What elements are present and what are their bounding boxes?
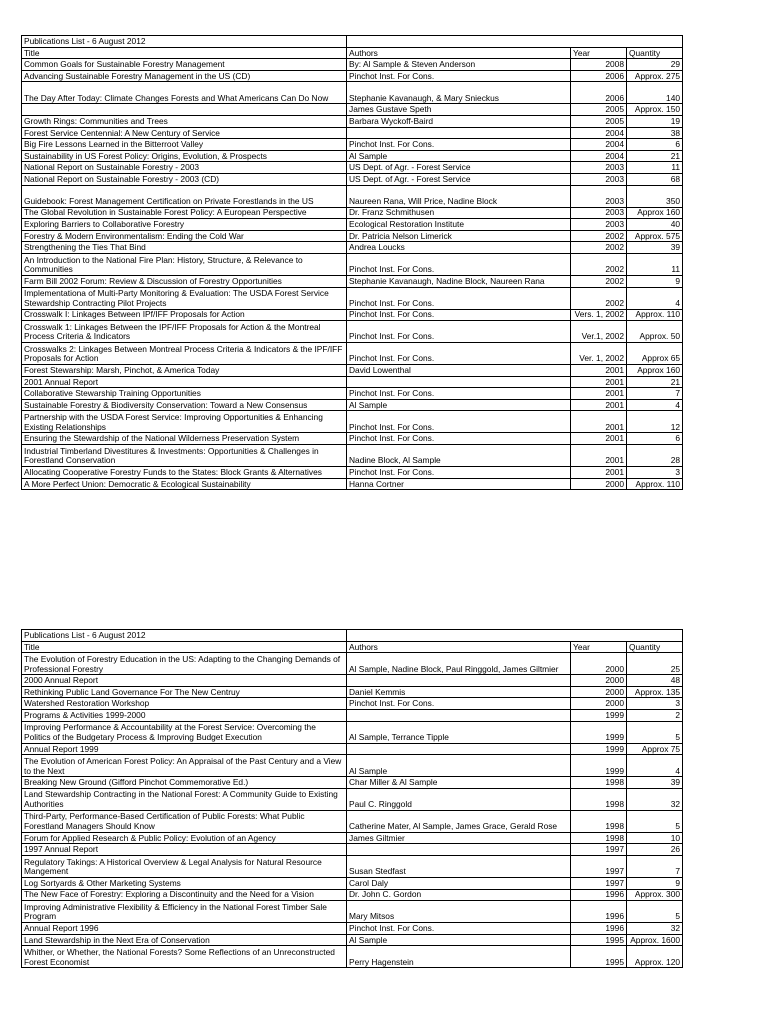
cell-authors: Dr. Franz Schmithusen [347,207,571,219]
cell-quantity: 4 [627,755,683,777]
cell-authors: James Giltmier [347,832,571,844]
cell-quantity: Approx. 110 [627,478,683,490]
cell-quantity: 140 [627,82,683,104]
table-row [22,139,683,151]
cell-title: The Global Revolution in Sustainable Forest Policy: A European Perspective [22,207,347,219]
table-row [22,82,683,104]
cell-quantity: 2 [627,709,683,721]
cell-year: 2004 [571,150,627,162]
cell-quantity: 9 [627,877,683,889]
cell-year: 1996 [571,923,627,935]
table-row [22,901,683,923]
cell-year: 2000 [571,478,627,490]
cell-authors: Pinchot Inst. For Cons. [347,253,571,275]
cell-quantity: 68 [627,173,683,185]
cell-authors [347,675,571,687]
cell-title: Annual Report 1999 [22,743,347,755]
table-row [22,104,683,116]
cell-quantity: Approx 160 [627,207,683,219]
cell-title: Improving Performance & Accountability at the Forest Service: Overcoming the Politics of the Budgetary Process & Improving Budget Execution [22,721,347,743]
cell-authors: Al Sample [347,934,571,946]
table-row [22,343,683,365]
cell-title: Whither, or Whether, the National Forests? Some Reflections of an Unreconstructed Forest Economist [22,946,347,968]
table-row [22,478,683,490]
cell-quantity: Approx. 50 [627,321,683,343]
table-row [22,70,683,82]
cell-title: Improving Administrative Flexibility & Efficiency in the National Forest Timber Sale Program [22,901,347,923]
cell-title: A More Perfect Union: Democratic & Ecological Sustainability [22,478,347,490]
cell-year: 2003 [571,162,627,174]
table-row [22,207,683,219]
cell-authors: Dr. Patricia Nelson Limerick [347,230,571,242]
cell-year: 1998 [571,832,627,844]
cell-title: Industrial Timberland Divestitures & Investments: Opportunities & Challenges in Forestland Conservation [22,445,347,467]
cell-quantity: Approx 65 [627,343,683,365]
table-row [22,411,683,433]
caption-row [22,36,683,48]
cell-quantity: 25 [627,653,683,675]
cell-year: 1998 [571,810,627,832]
table-row [22,185,683,207]
table-row [22,467,683,479]
cell-authors: Pinchot Inst. For Cons. [347,343,571,365]
cell-year: 2004 [571,127,627,139]
cell-authors: Al Sample [347,150,571,162]
cell-authors: Pinchot Inst. For Cons. [347,923,571,935]
cell-authors: Pinchot Inst. For Cons. [347,309,571,321]
cell-quantity: 10 [627,832,683,844]
empty-cell [347,36,683,48]
cell-year: 2003 [571,185,627,207]
cell-title: Farm Bill 2002 Forum: Review & Discussion of Forestry Opportunities [22,275,347,287]
cell-quantity: 38 [627,127,683,139]
table-row [22,698,683,710]
cell-authors: Pinchot Inst. For Cons. [347,70,571,82]
table-row [22,230,683,242]
cell-authors: Susan Stedfast [347,855,571,877]
table-row [22,150,683,162]
cell-quantity: Approx. 275 [627,70,683,82]
cell-title: Annual Report 1996 [22,923,347,935]
cell-quantity: 21 [627,376,683,388]
cell-quantity: 5 [627,721,683,743]
cell-year: 1997 [571,877,627,889]
cell-authors: Al Sample [347,399,571,411]
cell-year: 2002 [571,242,627,254]
cell-quantity: 4 [627,287,683,309]
caption-row [22,630,683,642]
cell-year: 2005 [571,115,627,127]
cell-quantity: Approx 160 [627,365,683,377]
cell-year: 1999 [571,709,627,721]
cell-year: 2002 [571,253,627,275]
cell-year: 2003 [571,219,627,231]
table-row [22,653,683,675]
cell-authors [347,376,571,388]
cell-quantity: 5 [627,901,683,923]
cell-title: Rethinking Public Land Governance For The New Centruy [22,686,347,698]
table-row [22,686,683,698]
cell-authors: Catherine Mater, Al Sample, James Grace, Gerald Rose [347,810,571,832]
cell-authors: Char Miller & Al Sample [347,777,571,789]
table-row [22,709,683,721]
cell-quantity: 48 [627,675,683,687]
cell-authors [347,743,571,755]
table-row [22,253,683,275]
table-row [22,788,683,810]
cell-year: 2000 [571,653,627,675]
cell-title: Crosswalk 1: Linkages Between the IPF/IFF Proposals for Action & the Montreal Process Criteria & Indicators [22,321,347,343]
cell-authors: Al Sample [347,755,571,777]
cell-title: 2000 Annual Report [22,675,347,687]
table-row [22,445,683,467]
cell-authors: Stephanie Kavanaugh, & Mary Snieckus [347,82,571,104]
cell-year: 2003 [571,173,627,185]
cell-title: National Report on Sustainable Forestry - 2003 (CD) [22,173,347,185]
table-row [22,275,683,287]
cell-title: Crosswalks 2: Linkages Between Montreal Process Criteria & Indicators & the IPF/IFF Proposals for Action [22,343,347,365]
cell-quantity: 11 [627,253,683,275]
cell-year: 1995 [571,946,627,968]
table-row [22,675,683,687]
cell-title: Exploring Barriers to Collaborative Forestry [22,219,347,231]
cell-year: 2006 [571,82,627,104]
cell-title: Land Stewardship in the Next Era of Conservation [22,934,347,946]
cell-authors: Pinchot Inst. For Cons. [347,467,571,479]
header-quantity: Quantity [627,641,683,653]
cell-authors: Pinchot Inst. For Cons. [347,321,571,343]
table-row [22,877,683,889]
cell-quantity: 39 [627,242,683,254]
table-row [22,376,683,388]
cell-authors [347,709,571,721]
header-year: Year [571,641,627,653]
cell-year: 2001 [571,433,627,445]
cell-title: Guidebook: Forest Management Certification on Private Forestlands in the US [22,185,347,207]
table-row [22,162,683,174]
cell-title: Growth Rings: Communities and Trees [22,115,347,127]
cell-year: 1997 [571,844,627,856]
cell-authors: Naureen Rana, Will Price, Nadine Block [347,185,571,207]
cell-year: 1999 [571,743,627,755]
cell-title: Log Sortyards & Other Marketing Systems [22,877,347,889]
cell-year: 2002 [571,287,627,309]
cell-title: Implementationa of Multi-Party Monitoring & Evaluation: The USDA Forest Service Stewardship Contracting Pilot Projects [22,287,347,309]
cell-title: The Day After Today: Climate Changes Forests and What Americans Can Do Now [22,82,347,104]
cell-title: Land Stewardship Contracting in the National Forest: A Community Guide to Existing Authorities [22,788,347,810]
table-row [22,399,683,411]
cell-title: Sustainable Forestry & Biodiversity Conservation: Toward a New Consensus [22,399,347,411]
header-title: Title [22,47,347,59]
cell-quantity: 40 [627,219,683,231]
cell-authors: Al Sample, Terrance Tipple [347,721,571,743]
table-row [22,755,683,777]
cell-year: 2000 [571,686,627,698]
cell-year: 2006 [571,70,627,82]
cell-year: 2001 [571,365,627,377]
cell-quantity: 28 [627,445,683,467]
cell-authors: Nadine Block, Al Sample [347,445,571,467]
cell-year: Ver.1, 2002 [571,321,627,343]
cell-title: Common Goals for Sustainable Forestry Management [22,59,347,71]
cell-authors: Carol Daly [347,877,571,889]
table-row [22,388,683,400]
cell-quantity: Approx. 110 [627,309,683,321]
cell-year: 1997 [571,855,627,877]
cell-authors: Pinchot Inst. For Cons. [347,433,571,445]
table-row [22,242,683,254]
table-row [22,946,683,968]
cell-authors: Stephanie Kavanaugh, Nadine Block, Naureen Rana [347,275,571,287]
table-row [22,855,683,877]
cell-year: 2001 [571,399,627,411]
header-row [22,641,683,653]
cell-title: Third-Party, Performance-Based Certification of Public Forests: What Public Forestland Managers Should Know [22,810,347,832]
cell-authors: David Lowenthal [347,365,571,377]
cell-quantity: 26 [627,844,683,856]
cell-title: Allocating Cooperative Forestry Funds to the States: Block Grants & Alternatives [22,467,347,479]
cell-quantity: 29 [627,59,683,71]
cell-quantity: Approx. 135 [627,686,683,698]
list-caption: Publications List - 6 August 2012 [22,36,347,48]
cell-authors: By: Al Sample & Steven Anderson [347,59,571,71]
cell-quantity: 11 [627,162,683,174]
cell-authors: Paul C. Ringgold [347,788,571,810]
cell-authors: Andrea Loucks [347,242,571,254]
header-year: Year [571,47,627,59]
cell-title: Ensuring the Stewardship of the National Wilderness Preservation System [22,433,347,445]
header-authors: Authors [347,47,571,59]
cell-quantity: Approx. 575 [627,230,683,242]
cell-quantity: 3 [627,467,683,479]
list-caption: Publications List - 6 August 2012 [22,630,347,642]
cell-title: The New Face of Forestry: Exploring a Discontinuity and the Need for a Vision [22,889,347,901]
cell-year: 2002 [571,230,627,242]
table-row [22,832,683,844]
cell-title: 1997 Annual Report [22,844,347,856]
cell-authors: Pinchot Inst. For Cons. [347,139,571,151]
cell-year: 1996 [571,889,627,901]
cell-title: Strengthening the Ties That Bind [22,242,347,254]
cell-year: 2002 [571,275,627,287]
cell-title: Crosswalk I: Linkages Between IPf/IFF Proposals for Action [22,309,347,321]
table-row [22,287,683,309]
cell-authors: US Dept. of Agr. - Forest Service [347,173,571,185]
cell-authors: Dr. John C. Gordon [347,889,571,901]
cell-authors: Perry Hagenstein [347,946,571,968]
cell-authors: James Gustave Speth [347,104,571,116]
cell-title: The Evolution of American Forest Policy: An Appraisal of the Past Century and a View to the Next [22,755,347,777]
table-row [22,777,683,789]
cell-authors: Mary Mitsos [347,901,571,923]
cell-authors: Ecological Restoration Institute [347,219,571,231]
cell-year: 2004 [571,139,627,151]
cell-title: Forestry & Modern Environmentalism: Ending the Cold War [22,230,347,242]
cell-year: 2000 [571,698,627,710]
cell-title: Advancing Sustainable Forestry Management in the US (CD) [22,70,347,82]
cell-authors [347,844,571,856]
cell-authors: Al Sample, Nadine Block, Paul Ringgold, James Giltmier [347,653,571,675]
cell-title: 2001 Annual Report [22,376,347,388]
cell-year: 1998 [571,788,627,810]
cell-quantity: 39 [627,777,683,789]
cell-authors: Barbara Wyckoff-Baird [347,115,571,127]
cell-title: Programs & Activities 1999-2000 [22,709,347,721]
cell-title: Sustainability in US Forest Policy: Origins, Evolution, & Prospects [22,150,347,162]
cell-year: 1995 [571,934,627,946]
cell-title: Forest Stewarship: Marsh, Pinchot, & America Today [22,365,347,377]
table-row [22,721,683,743]
table-row [22,115,683,127]
cell-quantity: 21 [627,150,683,162]
cell-year: Ver. 1, 2002 [571,343,627,365]
cell-authors: Pinchot Inst. For Cons. [347,411,571,433]
cell-quantity: 19 [627,115,683,127]
table-row [22,934,683,946]
cell-quantity: 9 [627,275,683,287]
cell-title: Watershed Restoration Workshop [22,698,347,710]
publications-table-2 [21,629,683,968]
cell-quantity: 3 [627,698,683,710]
cell-quantity: Approx. 120 [627,946,683,968]
cell-authors: Pinchot Inst. For Cons. [347,388,571,400]
cell-quantity: Approx. 1600 [627,934,683,946]
cell-year: 2001 [571,445,627,467]
cell-year: Vers. 1, 2002 [571,309,627,321]
cell-quantity: 4 [627,399,683,411]
cell-quantity: 350 [627,185,683,207]
cell-quantity: 32 [627,788,683,810]
cell-quantity: Approx 75 [627,743,683,755]
empty-cell [347,630,683,642]
table-row [22,127,683,139]
cell-year: 1999 [571,755,627,777]
cell-quantity: 5 [627,810,683,832]
cell-title: Breaking New Ground (Gifford Pinchot Commemorative Ed.) [22,777,347,789]
cell-title: Collaborative Stewarship Training Opportunities [22,388,347,400]
cell-year: 1998 [571,777,627,789]
cell-quantity: 6 [627,433,683,445]
header-title: Title [22,641,347,653]
cell-authors: US Dept. of Agr. - Forest Service [347,162,571,174]
table-row [22,219,683,231]
cell-year: 2005 [571,104,627,116]
header-quantity: Quantity [627,47,683,59]
cell-quantity: 6 [627,139,683,151]
cell-quantity: 12 [627,411,683,433]
cell-title: Big Fire Lessons Learned in the Bitterroot Valley [22,139,347,151]
table-row [22,309,683,321]
cell-year: 2001 [571,411,627,433]
table-row [22,889,683,901]
cell-year: 2003 [571,207,627,219]
header-authors: Authors [347,641,571,653]
cell-title [22,104,347,116]
publications-table-1 [21,35,683,490]
cell-quantity: Approx. 300 [627,889,683,901]
cell-year: 1996 [571,901,627,923]
cell-title: Regulatory Takings: A Historical Overview & Legal Analysis for Natural Resource Mangement [22,855,347,877]
cell-year: 2001 [571,388,627,400]
cell-year: 2000 [571,675,627,687]
cell-authors [347,127,571,139]
table-row [22,743,683,755]
table-row [22,810,683,832]
cell-year: 2008 [571,59,627,71]
cell-quantity: 7 [627,855,683,877]
cell-title: The Evolution of Forestry Education in the US: Adapting to the Changing Demands of Professional Forestry [22,653,347,675]
cell-quantity: Approx. 150 [627,104,683,116]
table-row [22,433,683,445]
cell-title: Forum for Applied Research & Public Policy: Evolution of an Agency [22,832,347,844]
cell-quantity: 7 [627,388,683,400]
table-row [22,321,683,343]
cell-year: 1999 [571,721,627,743]
cell-year: 2001 [571,467,627,479]
table-row [22,923,683,935]
table-row [22,365,683,377]
cell-authors: Pinchot Inst. For Cons. [347,287,571,309]
table-row [22,844,683,856]
cell-authors: Hanna Cortner [347,478,571,490]
cell-year: 2001 [571,376,627,388]
cell-title: National Report on Sustainable Forestry - 2003 [22,162,347,174]
table-row [22,59,683,71]
cell-quantity: 32 [627,923,683,935]
cell-title: An Introduction to the National Fire Plan: History, Structure, & Relevance to Communities [22,253,347,275]
table-row [22,173,683,185]
cell-title: Forest Service Centennial: A New Century of Service [22,127,347,139]
cell-authors: Daniel Kemmis [347,686,571,698]
header-row [22,47,683,59]
cell-title: Partnership with the USDA Forest Service: Improving Opportunities & Enhancing Existing Relationships [22,411,347,433]
cell-authors: Pinchot Inst. For Cons. [347,698,571,710]
